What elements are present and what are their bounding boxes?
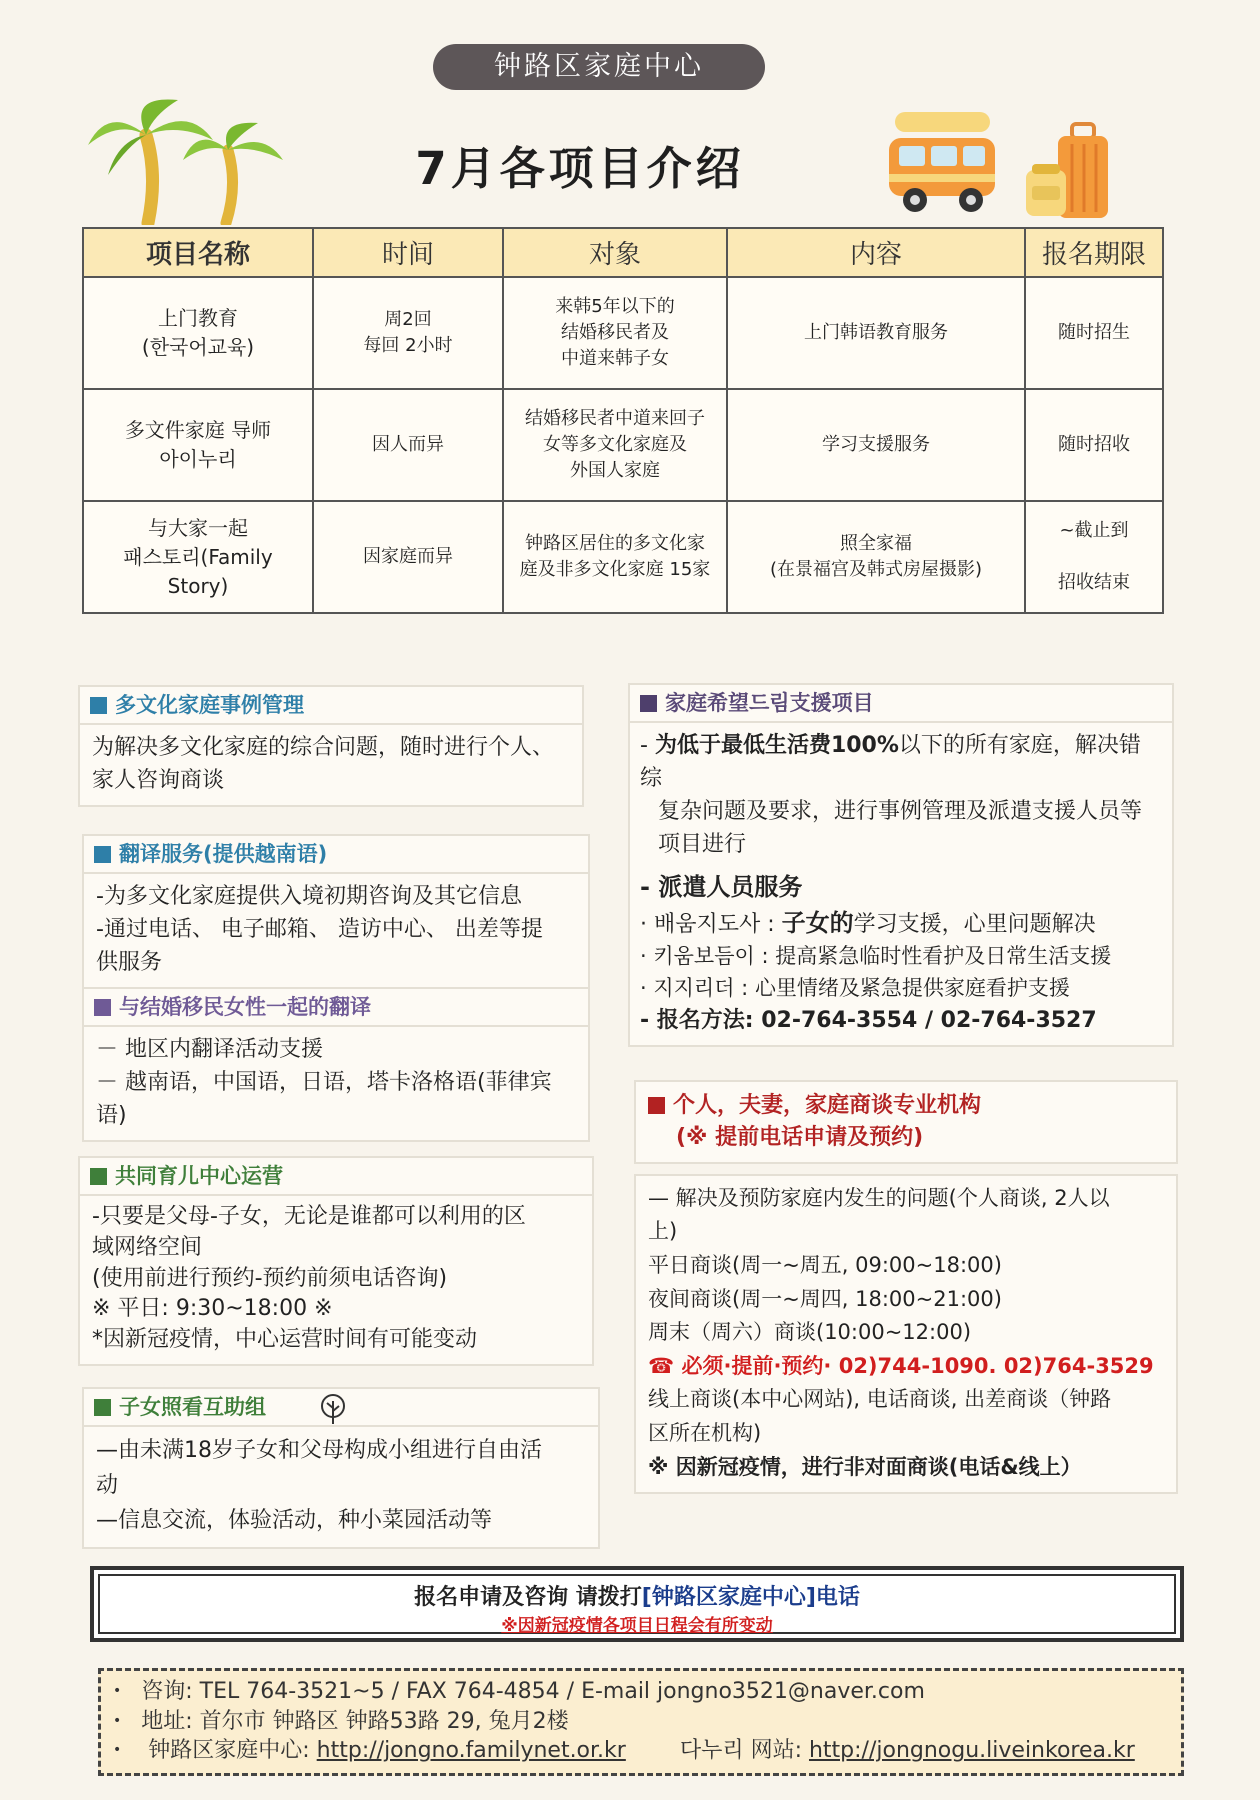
translation-title: 翻译服务(提供越南语) (82, 834, 590, 874)
camper-van-icon (885, 110, 1000, 218)
cell-deadline: 随时招生 (1025, 277, 1163, 389)
col-header-time: 时间 (313, 228, 503, 277)
dispatch-item: · 배움지도사 : 子女的学习支援，心里问题解决 (640, 909, 1096, 937)
cell-name: 上门教育 (한국어교육) (83, 277, 313, 389)
table-row (83, 389, 1163, 501)
childcare-mutual-box (82, 1387, 600, 1549)
women-translation-title: 与结婚移民女性一起的翻译 (82, 987, 590, 1027)
translation-box (82, 834, 590, 1142)
cell-target: 来韩5年以下的 结婚移民者及 中道来韩子女 (503, 277, 727, 389)
cell-name: 与大家一起 패스토리(Family Story) (83, 501, 313, 613)
dream-support-title: 家庭希望드림支援项目 (628, 683, 1174, 723)
cell-content: 上门韩语教育服务 (727, 277, 1025, 389)
childcare-center-title: 共同育儿中心运营 (78, 1156, 594, 1196)
cell-content: 学习支援服务 (727, 389, 1025, 501)
palm-tree-icon (88, 95, 288, 225)
luggage-icon (1022, 120, 1114, 220)
childcare-mutual-body: —由未满18岁子女和父母构成小组进行自由活 动 —信息交流，体验活动，种小菜园活动等 (82, 1427, 600, 1549)
contact-info: • 咨询: TEL 764-3521~5 / FAX 764-4854 / E-mail jongno3521@naver.com • 地址: 首尔市 钟路区 钟路53路 29, 兔月2楼 • 钟路区家庭中心: http://jongno.familynet.or.kr 다누리 网站: http://jongnogu.liveinkorea.kr (98, 1668, 1184, 1776)
col-header-name: 项目名称 (83, 228, 313, 277)
col-header-target: 对象 (503, 228, 727, 277)
cell-time: 因人而异 (313, 389, 503, 501)
signup-banner: 报名申请及咨询 请拨打[钟路区家庭中心]电话 ※因新冠疫情各项目日程会有所变动 (90, 1566, 1184, 1642)
dream-support-body: - 为低于最低生活费100%以下的所有家庭，解决错综 复杂问题及要求，进行事例管理及派遣支援人员等 项目进行 - 派遣人员服务 · 배움지도사 : 子女的学习支援，心里问题解决 · 키움보듬이 : 提高紧急临时性看护及日常生活支援 · 지지리더 : 心里情绪及紧急提供家庭看护支援 - 报名方法: 02-764-3554 / 02-764-3527 (628, 723, 1174, 1047)
phone-icon: ☎ 必须·提前·预约· 02)744-1090. 02)764-3529 (648, 1353, 1154, 1378)
counsel-box (634, 1080, 1178, 1494)
dispatch-item: · 키움보듬이 : 提高紧急临时性看护及日常生活支援 (640, 944, 1112, 968)
col-header-deadline: 报名期限 (1025, 228, 1163, 277)
cell-target: 钟路区居住的多文化家 庭及非多文化家庭 15家 (503, 501, 727, 613)
tree-icon (316, 1393, 350, 1425)
table-row (83, 501, 1163, 613)
danuri-website-link[interactable]: http://jongnogu.liveinkorea.kr (808, 1738, 1135, 1764)
col-header-content: 内容 (727, 228, 1025, 277)
childcare-mutual-title: 子女照看互助组 (82, 1387, 600, 1427)
cell-time: 周2回 每回 2小时 (313, 277, 503, 389)
org-pill: 钟路区家庭中心 (433, 44, 765, 90)
page-title: 7月各项目介绍 (415, 142, 745, 195)
childcare-center-body: -只要是父母-子女，无论是谁都可以利用的区 域网络空间 (使用前进行预约-预约前须电话咨询) ※ 平日: 9:30~18:00 ※ *因新冠疫情，中心运营时间有可能变动 (78, 1196, 594, 1366)
cell-name: 多文件家庭 导师 아이누리 (83, 389, 313, 501)
table-row (83, 277, 1163, 389)
women-translation-body: － 地区内翻译活动支援 － 越南语，中国语，日语，塔卡洛格语(菲律宾 语) (82, 1027, 590, 1142)
dispatch-item: · 지지리더 : 心里情绪及紧急提供家庭看护支援 (640, 975, 1070, 1000)
contact-phone: • 咨询: TEL 764-3521~5 / FAX 764-4854 / E-mail jongno3521@naver.com (113, 1677, 1181, 1707)
cell-deadline: 随时招收 (1025, 389, 1163, 501)
center-website-link[interactable]: http://jongno.familynet.or.kr (316, 1738, 626, 1764)
counsel-title: 个人，夫妻，家庭商谈专业机构 (※ 提前电话申请及预约) (634, 1080, 1178, 1164)
childcare-center-box (78, 1156, 594, 1366)
dream-support-box (628, 683, 1174, 1047)
table-header-row (83, 228, 1163, 277)
cell-time: 因家庭而异 (313, 501, 503, 613)
case-management-box (78, 685, 584, 807)
case-management-title: 多文化家庭事例管理 (78, 685, 584, 725)
cell-content: 照全家福 (在景福宫及韩式房屋摄影) (727, 501, 1025, 613)
case-management-body: 为解决多文化家庭的综合问题，随时进行个人、 家人咨询商谈 (78, 725, 584, 807)
cell-target: 结婚移民者中道来回子 女等多文化家庭及 外国人家庭 (503, 389, 727, 501)
dream-apply-phone: 报名方法: 02-764-3554 / 02-764-3527 (656, 1008, 1097, 1033)
program-table (82, 227, 1164, 614)
translation-body: -为多文化家庭提供入境初期咨询及其它信息 -通过电话、 电子邮箱、 造访中心、 出差等提 供服务 (82, 874, 590, 987)
counsel-body: — 解决及预防家庭内发生的问题(个人商谈, 2人以 上) 平日商谈(周一~周五, 09:00~18:00) 夜间商谈(周一~周四, 18:00~21:00) 周末（周六）商谈(10:00~12:00) ☎ 必须·提前·预约· 02)744-1090. 02)764-3529 线上商谈(本中心网站), 电话商谈, 出差商谈（钟路 区所在机构) ※ 因新冠疫情，进行非对面商谈(电话&线上） (634, 1174, 1178, 1494)
cell-deadline: ~截止到 招收结束 (1025, 501, 1163, 613)
contact-address: • 地址: 首尔市 钟路区 钟路53路 29, 兔月2楼 (113, 1707, 1181, 1737)
